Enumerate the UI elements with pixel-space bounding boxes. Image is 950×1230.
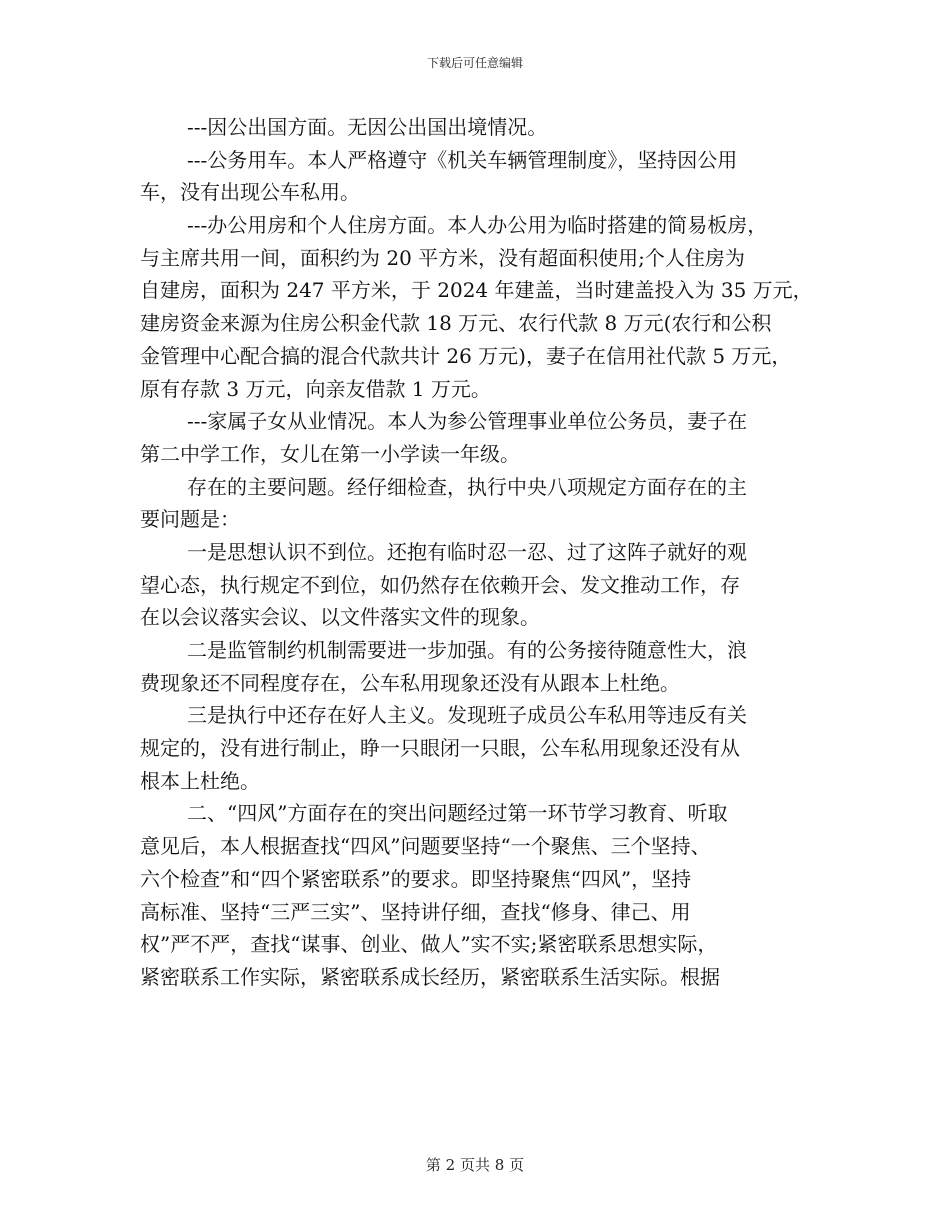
text-line: 原有存款 3 万元，向亲友借款 1 万元。 xyxy=(140,376,491,401)
text-line: ---家属子女从业情况。本人为参公管理事业单位公务员，妻子在 xyxy=(187,409,748,434)
page-footer: 第 2 页共 8 页 xyxy=(425,1156,525,1174)
text-line: 三是执行中还存在好人主义。发现班子成员公车私用等违反有关 xyxy=(187,703,747,728)
text-line: 规定的，没有进行制止，睁一只眼闭一只眼，公车私用现象还没有从 xyxy=(140,736,740,761)
text-line: 二是监管制约机制需要进一步加强。有的公务接待随意性大，浪 xyxy=(187,638,747,662)
text-line: 存在的主要问题。经仔细检查，执行中央八项规定方面存在的主 xyxy=(187,474,747,499)
paragraph xyxy=(140,471,830,536)
text-line: ---办公用房和个人住房方面。本人办公用为临时搭建的简易板房， xyxy=(187,213,768,238)
text-line: 第二中学工作，女儿在第一小学读一年级。 xyxy=(140,441,520,466)
text-line: 建房资金来源为住房公积金代款 18 万元、农行代款 8 万元(农行和公积 xyxy=(140,311,772,336)
text-line: 与主席共用一间，面积约为 20 平方米，没有超面积使用;个人住房为 xyxy=(140,245,745,270)
paragraph xyxy=(140,634,830,699)
text-line: 紧密联系工作实际，紧密联系成长经历，紧密联系生活实际。根据 xyxy=(140,964,720,989)
text-line: 一是思想认识不到位。还抱有临时忍一忍、过了这阵子就好的观 xyxy=(187,539,747,564)
paragraph xyxy=(140,144,830,209)
text-line: 望心态，执行规定不到位，如仍然存在依赖开会、发文推动工作，存 xyxy=(140,572,740,597)
text-line: 根本上杜绝。 xyxy=(140,768,260,793)
text-line: 在以会议落实会议、以文件落实文件的现象。 xyxy=(140,605,540,630)
text-line: 六个检查”和“四个紧密联系”的要求。即坚持聚焦“四风”，坚持 xyxy=(140,866,692,891)
text-line: 自建房，面积为 247 平方米，于 2024 年建盖，当时建盖投入为 35 万元， xyxy=(140,278,813,303)
paragraph xyxy=(140,536,830,634)
text-line: 金管理中心配合搞的混合代款共计 26 万元)，妻子在信用社代款 5 万元， xyxy=(140,343,792,368)
paragraph xyxy=(140,405,830,470)
paragraph xyxy=(140,797,830,993)
paragraph xyxy=(140,111,830,144)
page-header: 下载后可任意编辑 xyxy=(426,56,523,70)
text-line: ---公务用车。本人严格遵守《机关车辆管理制度》，坚持因公用 xyxy=(187,147,738,172)
document-body xyxy=(140,111,830,994)
text-line: 二、“四风”方面存在的突出问题经过第一环节学习教育、听取 xyxy=(187,801,728,826)
text-line: 费现象还不同程度存在，公车私用现象还没有从跟本上杜绝。 xyxy=(140,670,680,695)
text-line: 意见后，本人根据查找“四风”问题要坚持“一个聚焦、三个坚持、 xyxy=(140,834,711,859)
text-line: 高标准、坚持“三严三实”、坚持讲仔细，查找“修身、律己、用 xyxy=(140,899,691,924)
text-line: 要问题是： xyxy=(140,507,240,532)
paragraph xyxy=(140,209,830,405)
paragraph xyxy=(140,699,830,797)
text-line: 权”严不严，查找“谋事、创业、做人”实不实;紧密联系思想实际， xyxy=(140,932,718,957)
text-line: 车，没有出现公车私用。 xyxy=(140,180,360,205)
text-line: ---因公出国方面。无因公出国出境情况。 xyxy=(187,115,548,139)
